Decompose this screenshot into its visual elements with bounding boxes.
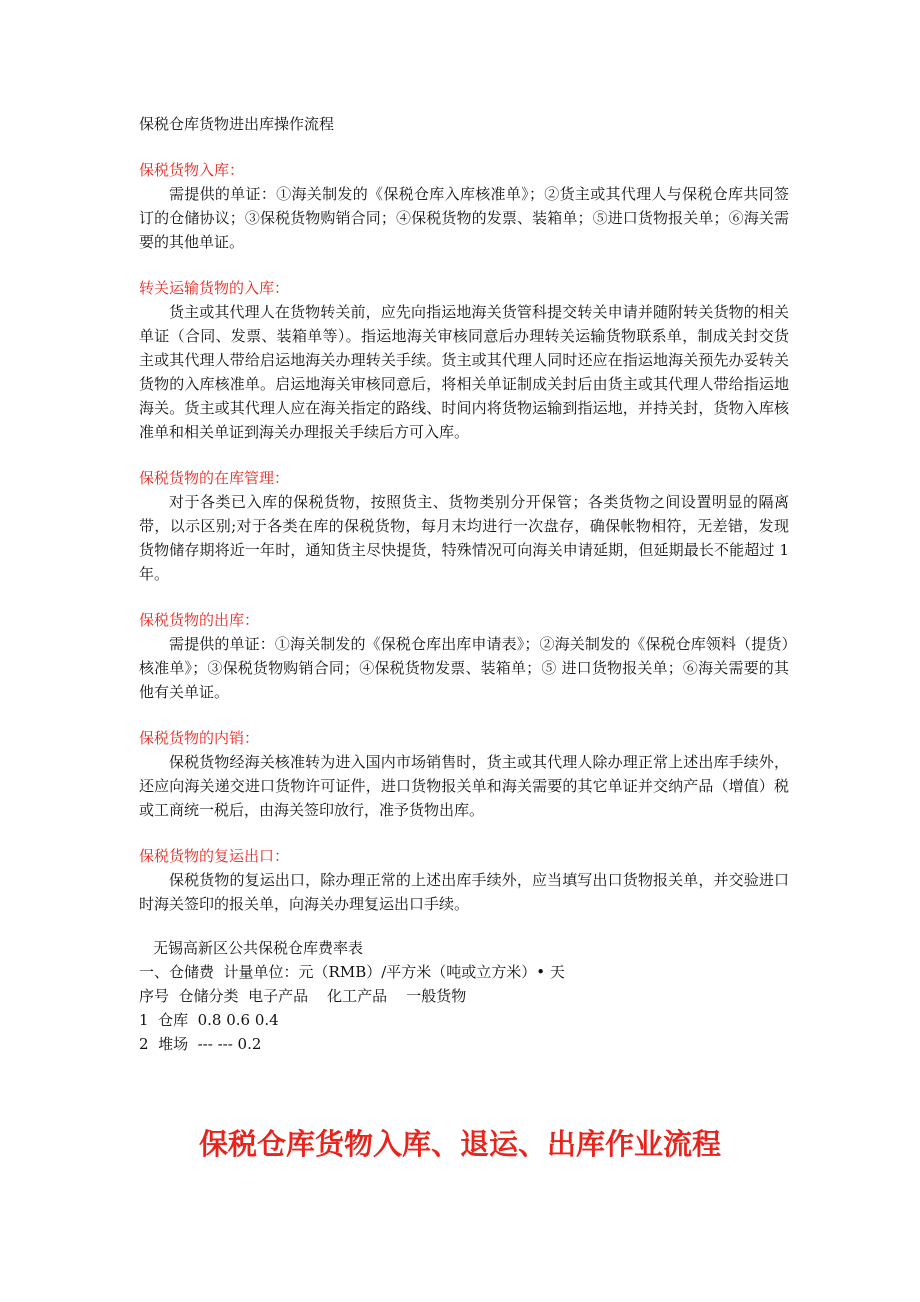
section-heading: 保税货物的在库管理： — [139, 469, 290, 487]
section-transit-inbound — [139, 276, 789, 444]
document-title: 保税仓库货物进出库操作流程 — [139, 115, 335, 133]
rate-table-subtitle: 一、仓储费 计量单位：元（RMB）/平方米（吨或立方米）• 天 — [139, 963, 565, 981]
section-bonded-inbound — [139, 158, 789, 254]
rate-table-row: 1 仓库 0.8 0.6 0.4 — [139, 1011, 279, 1029]
document-body — [139, 112, 789, 1056]
section-heading: 保税货物的复运出口： — [139, 847, 290, 865]
section-paragraph: 对于各类已入库的保税货物，按照货主、货物类别分开保管；各类货物之间设置明显的隔离带，以示区别;对于各类在库的保税货物，每月末均进行一次盘存，确保帐物相符，无差错，发现货物储存期将近一年时，通知货主尽快提货，特殊情况可向海关申请延期，但延期最长不能超过 1 年。 — [139, 493, 789, 583]
section-heading: 保税货物入库： — [139, 161, 245, 179]
section-domestic-sale — [139, 726, 789, 822]
section-paragraph: 货主或其代理人在货物转关前，应先向指运地海关货管科提交转关申请并随附转关货物的相关单证（合同、发票、装箱单等）。指运地海关审核同意后办理转关运输货物联系单，制成关封交货主或其代理人带给启运地海关办理转关手续。货主或其代理人同时还应在指运地海关预先办妥转关货物的入库核准单。启运地海关审核同意后，将相关单证制成关封后由货主或其代理人带给指运地海关。货主或其代理人应在海关指定的路线、时间内将货物运输到指运地，并持关封，货物入库核准单和相关单证到海关办理报关手续后方可入库。 — [139, 303, 789, 441]
rate-table-row: 2 堆场 --- --- 0.2 — [139, 1035, 262, 1053]
section-paragraph: 需提供的单证：①海关制发的《保税仓库入库核准单》；②货主或其代理人与保税仓库共同签订的仓储协议；③保税货物购销合同；④保税货物的发票、装箱单；⑤进口货物报关单；⑥海关需要的其他单证。 — [139, 185, 789, 251]
rate-table-title: 无锡高新区公共保税仓库费率表 — [153, 939, 364, 957]
process-title: 保税仓库货物入库、退运、出库作业流程 — [198, 1127, 721, 1161]
section-heading: 转关运输货物的入库： — [139, 279, 290, 297]
rate-table — [139, 936, 789, 1056]
section-re-export — [139, 844, 789, 916]
section-paragraph: 需提供的单证：①海关制发的《保税仓库出库申请表》；②海关制发的《保税仓库领料（提货）核准单》；③保税货物购销合同；④保税货物发票、装箱单；⑤ 进口货物报关单；⑥海关需要的其他有关单证。 — [139, 635, 789, 701]
rate-table-header: 序号 仓储分类 电子产品 化工产品 一般货物 — [139, 987, 467, 1005]
section-heading: 保税货物的内销： — [139, 729, 260, 747]
section-paragraph: 保税货物的复运出口，除办理正常的上述出库手续外，应当填写出口货物报关单，并交验进口时海关签印的报关单，向海关办理复运出口手续。 — [139, 871, 789, 913]
section-outbound — [139, 608, 789, 704]
section-heading: 保税货物的出库： — [139, 611, 260, 629]
section-paragraph: 保税货物经海关核准转为进入国内市场销售时，货主或其代理人除办理正常上述出库手续外，还应向海关递交进口货物许可证件，进口货物报关单和海关需要的其它单证并交纳产品（增值）税或工商统一税后，由海关签印放行，准予货物出库。 — [139, 753, 789, 819]
section-in-storage — [139, 466, 789, 586]
